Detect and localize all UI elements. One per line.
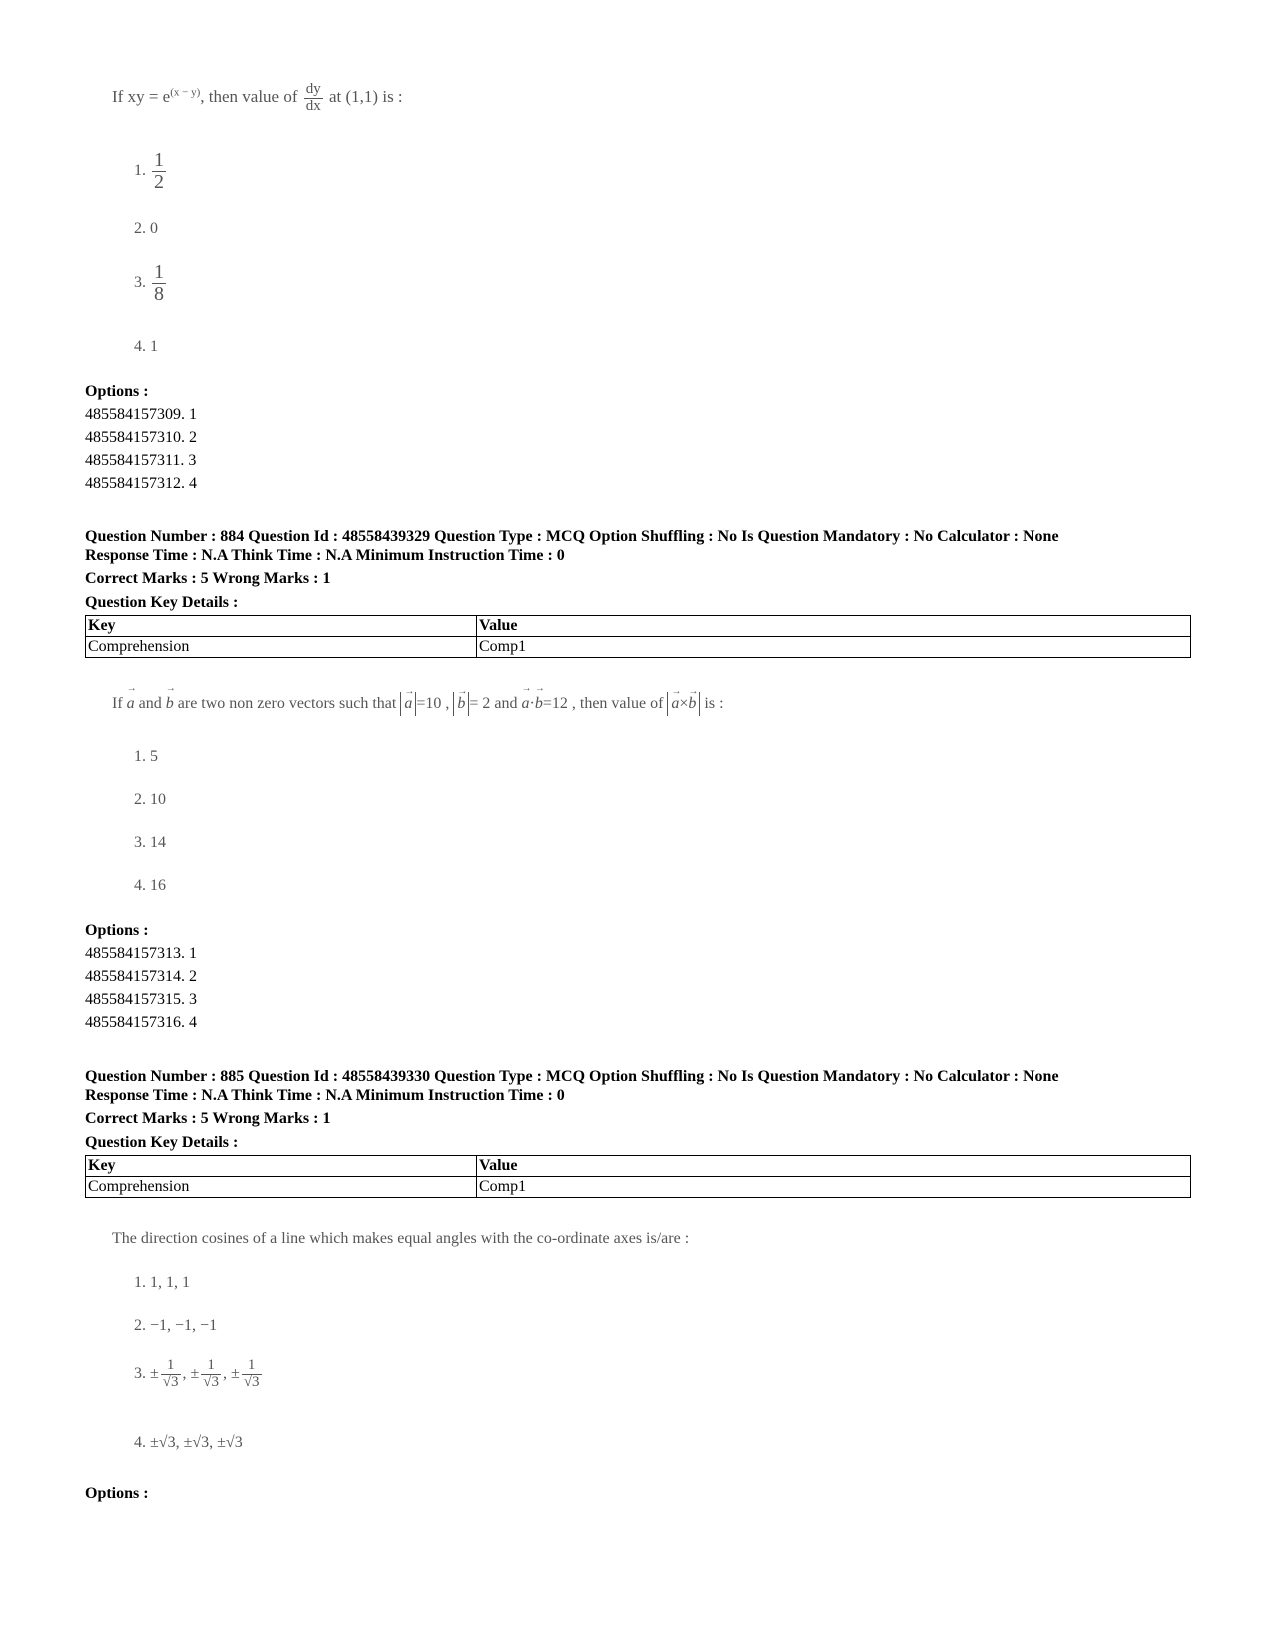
q883-option-3: 3. $\frac{1}{8}$: [134, 261, 164, 305]
option-row: 485584157311. 3: [85, 452, 197, 469]
q884-meta: [85, 527, 1059, 565]
option-row: 485584157314. 2: [85, 968, 197, 985]
q885-key-table: [85, 1155, 1191, 1198]
table-header-row: Key Value: [86, 1156, 1191, 1177]
question-meta-line: Response Time : N.A Think Time : N.A Minimum Instruction Time : 0: [85, 547, 565, 564]
q885-options-heading: Options :: [85, 1485, 149, 1502]
q884-key-table-wrap: [85, 615, 1191, 658]
q883-question-image: [112, 82, 403, 115]
q884-marks: Correct Marks : 5 Wrong Marks : 1: [85, 570, 331, 587]
q883-stem: If xy = $e^{(x - y)}$, then value of $\frac{dy}{dx}$ at (1,1) is :: [112, 81, 403, 114]
q883-options-list: [85, 403, 197, 495]
table-header-row: Key Value: [86, 616, 1191, 637]
q883-options-heading: Options :: [85, 383, 149, 400]
q885-meta: [85, 1067, 1059, 1105]
q885-option-1: 1. 1, 1, 1: [134, 1274, 190, 1291]
q884-stem: If → a and → b are two non zero vectors such that → a =10 , → b = 2 and → a·→ b=12 , then value of → a×→ b is :: [112, 692, 724, 716]
q885-marks: Correct Marks : 5 Wrong Marks : 1: [85, 1110, 331, 1127]
q884-options-list: [85, 942, 197, 1034]
q884-options-heading: Options :: [85, 922, 149, 939]
question-meta-line: Response Time : N.A Think Time : N.A Minimum Instruction Time : 0: [85, 1087, 565, 1104]
option-row: 485584157313. 1: [85, 945, 197, 962]
q883-option-4: 4. 1: [134, 338, 158, 355]
q885-stem: The direction cosines of a line which makes equal angles with the co-ordinate axes is/are :: [112, 1230, 690, 1247]
q884-option-2: 2. 10: [134, 791, 166, 808]
q884-key-heading: Question Key Details :: [85, 594, 239, 611]
dy-dx-fraction: $\frac{dy}{dx}$: [305, 81, 321, 114]
q884-option-3: 3. 14: [134, 834, 166, 851]
q885-key-table-wrap: [85, 1155, 1191, 1198]
q884-option-1: 1. 5: [134, 748, 158, 765]
table-row: Comprehension Comp1: [86, 637, 1191, 658]
q885-option-2: 2. −1, −1, −1: [134, 1317, 218, 1334]
q883-option-1: 1. $\frac{1}{2}$: [134, 149, 164, 193]
question-meta-line: Question Number : 885 Question Id : 48558439330 Question Type : MCQ Option Shuffling : No Is Question Mandatory : No Calculator : None: [85, 1068, 1059, 1085]
q885-option-4: 4. ±√3, ±√3, ±√3: [134, 1434, 243, 1451]
option-row: 485584157309. 1: [85, 406, 197, 423]
q884-option-4: 4. 16: [134, 877, 166, 894]
option-row: 485584157315. 3: [85, 991, 197, 1008]
q883-option-2: 2. 0: [134, 220, 158, 237]
question-meta-line: Question Number : 884 Question Id : 48558439329 Question Type : MCQ Option Shuffling : No Is Question Mandatory : No Calculator : None: [85, 528, 1059, 545]
table-row: Comprehension Comp1: [86, 1177, 1191, 1198]
q885-option-3: 3. ± $\frac{1}{√3}$ , ± $\frac{1}{√3}$ , ± $\frac{1}{√3}$: [134, 1357, 260, 1390]
option-row: 485584157312. 4: [85, 475, 197, 492]
q885-key-heading: Question Key Details :: [85, 1134, 239, 1151]
option-row: 485584157316. 4: [85, 1014, 197, 1031]
option-row: 485584157310. 2: [85, 429, 197, 446]
q884-key-table: [85, 615, 1191, 658]
